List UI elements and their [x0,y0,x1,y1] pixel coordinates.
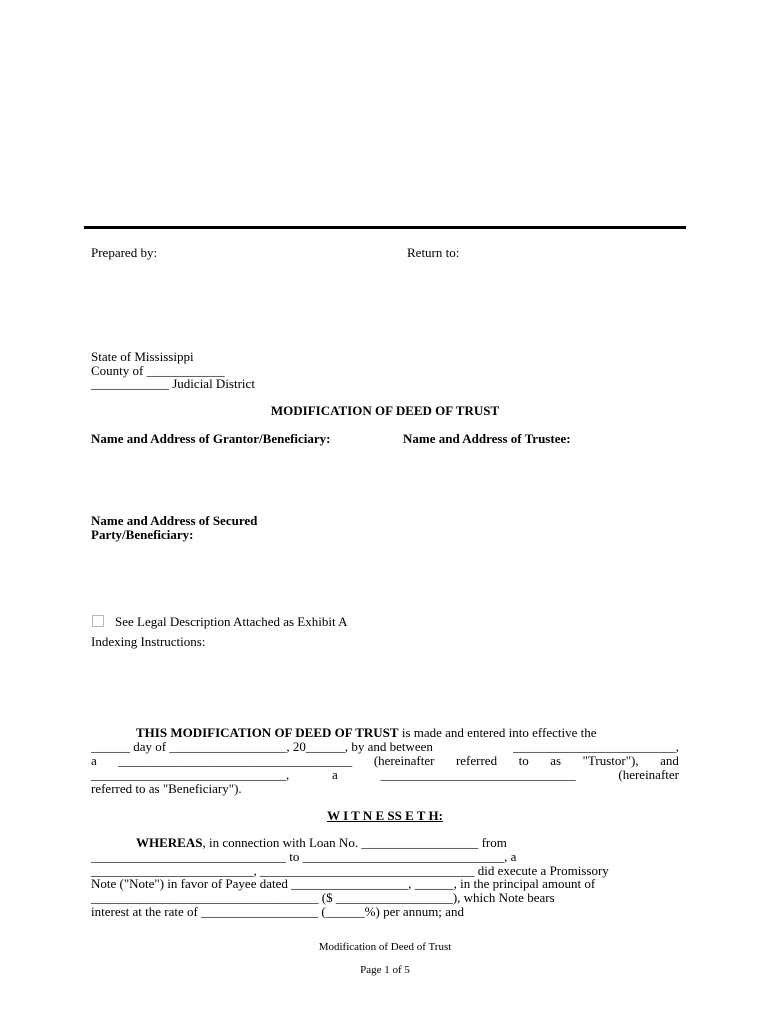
trustee-label: Name and Address of Trustee: [403,431,571,446]
intro-line2-b: _________________________, [513,739,679,754]
intro-lead-rest: is made and entered into effective the [398,725,597,740]
whereas-line-1 [91,836,679,850]
county-line: County of ____________ [91,363,225,378]
district-line: ____________ Judicial District [91,376,255,391]
intro-line-1 [91,726,679,740]
prepared-by-label: Prepared by: [91,245,158,260]
intro-line2-a: ______ day of __________________, 20______, by and between [91,739,433,754]
intro-line3-word: and [660,753,679,768]
secured-party-label-line1: Name and Address of Secured [91,513,258,528]
intro-line3-word: (hereinafter [373,753,435,768]
return-to-label: Return to: [407,245,460,260]
intro-line-2 [91,740,679,754]
intro-lead-bold: THIS MODIFICATION OF DEED OF TRUST [136,725,399,740]
whereas-line-6: interest at the rate of __________________ (______%) per annum; and [91,904,464,919]
intro-line3-word: as [550,753,562,768]
whereas-line-2: ______________________________ to _______________________________, a [91,849,517,864]
whereas-line-4: Note ("Note") in favor of Payee dated __________________, ______, in the principal amount of [91,876,596,891]
intro-line4-word: ______________________________ [380,767,576,782]
document-title: MODIFICATION OF DEED OF TRUST [270,403,500,418]
grantor-label: Name and Address of Grantor/Beneficiary: [91,431,331,446]
secured-party-label-line2: Party/Beneficiary: [91,527,194,542]
intro-line3-word: ____________________________________ [118,753,353,768]
exhibit-a-label: See Legal Description Attached as Exhibit A [115,614,348,629]
intro-line3-word: to [518,753,529,768]
intro-line-3 [91,754,679,768]
intro-line-5: referred to as "Beneficiary"). [91,781,242,796]
exhibit-a-checkbox[interactable] [92,615,104,627]
whereas-lead-bold: WHEREAS [136,835,203,850]
whereas-line-3: _________________________, _________________________________ did execute a Promissory [91,863,609,878]
indexing-instructions-label: Indexing Instructions: [91,634,206,649]
state-line: State of Mississippi [91,349,194,364]
footer-page-number: Page 1 of 5 [360,964,410,976]
header-rule [84,226,686,229]
witnesseth-heading: W I T N E SS E T H: [327,808,443,823]
intro-line3-word: "Trustor"), [582,753,639,768]
intro-line3-word: a [91,753,97,768]
intro-line-4 [91,768,679,782]
intro-line4-word: ______________________________, [91,767,290,782]
whereas-line1-rest: , in connection with Loan No. __________________ from [202,835,507,850]
footer-doc-title: Modification of Deed of Trust [318,941,452,953]
intro-line4-word: (hereinafter [618,767,679,782]
whereas-line-5: ___________________________________ ($ __________________), which Note bears [91,890,555,905]
intro-line4-word: a [332,767,338,782]
intro-line3-word: referred [455,753,498,768]
